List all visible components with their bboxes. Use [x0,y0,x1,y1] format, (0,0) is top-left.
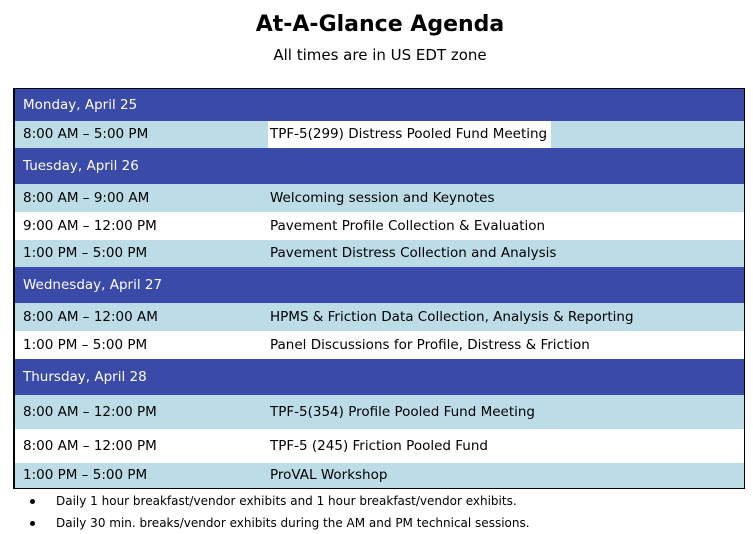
session-event: Pavement Distress Collection and Analysis [270,245,557,261]
session-event: Panel Discussions for Profile, Distress & Friction [270,337,590,353]
session-row [15,429,744,463]
session-time: 1:00 PM – 5:00 PM [23,467,148,483]
session-row [15,240,744,267]
page-title: At-A-Glance Agenda [255,12,505,37]
session-time: 8:00 AM – 9:00 AM [23,190,150,206]
session-row [15,395,744,429]
session-time: 8:00 AM – 12:00 AM [23,309,158,325]
session-row [15,331,744,359]
session-event: TPF-5(299) Distress Pooled Fund Meeting [268,121,551,148]
day-label: Monday, April 25 [23,97,138,113]
day-label: Tuesday, April 26 [23,158,139,174]
session-row [15,121,744,148]
session-time: 9:00 AM – 12:00 PM [23,218,157,234]
session-event: TPF-5(354) Profile Pooled Fund Meeting [270,404,535,420]
agenda-table [13,88,745,489]
session-row [15,184,744,212]
session-row [15,463,744,488]
session-event: TPF-5 (245) Friction Pooled Fund [270,438,488,454]
session-row [15,303,744,331]
session-event: Welcoming session and Keynotes [270,190,495,206]
day-header-tuesday [15,148,744,184]
day-label: Wednesday, April 27 [23,277,163,293]
note-text: Daily 30 min. breaks/vendor exhibits during the AM and PM technical sessions. [56,516,530,530]
session-time: 8:00 AM – 12:00 PM [23,404,157,420]
note-text: Daily 1 hour breakfast/vendor exhibits and 1 hour breakfast/vendor exhibits. [56,494,517,508]
bullet-icon [30,521,35,526]
session-event: ProVAL Workshop [270,467,388,483]
session-time: 8:00 AM – 5:00 PM [23,126,149,142]
page-subtitle: All times are in US EDT zone [273,46,487,64]
session-time: 1:00 PM – 5:00 PM [23,245,148,261]
session-event: Pavement Profile Collection & Evaluation [270,218,546,234]
session-row [15,212,744,240]
day-header-wednesday [15,267,744,303]
session-time: 8:00 AM – 12:00 PM [23,438,157,454]
bullet-icon [30,499,35,504]
session-time: 1:00 PM – 5:00 PM [23,337,148,353]
day-label: Thursday, April 28 [23,369,147,385]
session-event: HPMS & Friction Data Collection, Analysis & Reporting [270,309,634,325]
day-header-monday [15,89,744,121]
day-header-thursday [15,359,744,395]
